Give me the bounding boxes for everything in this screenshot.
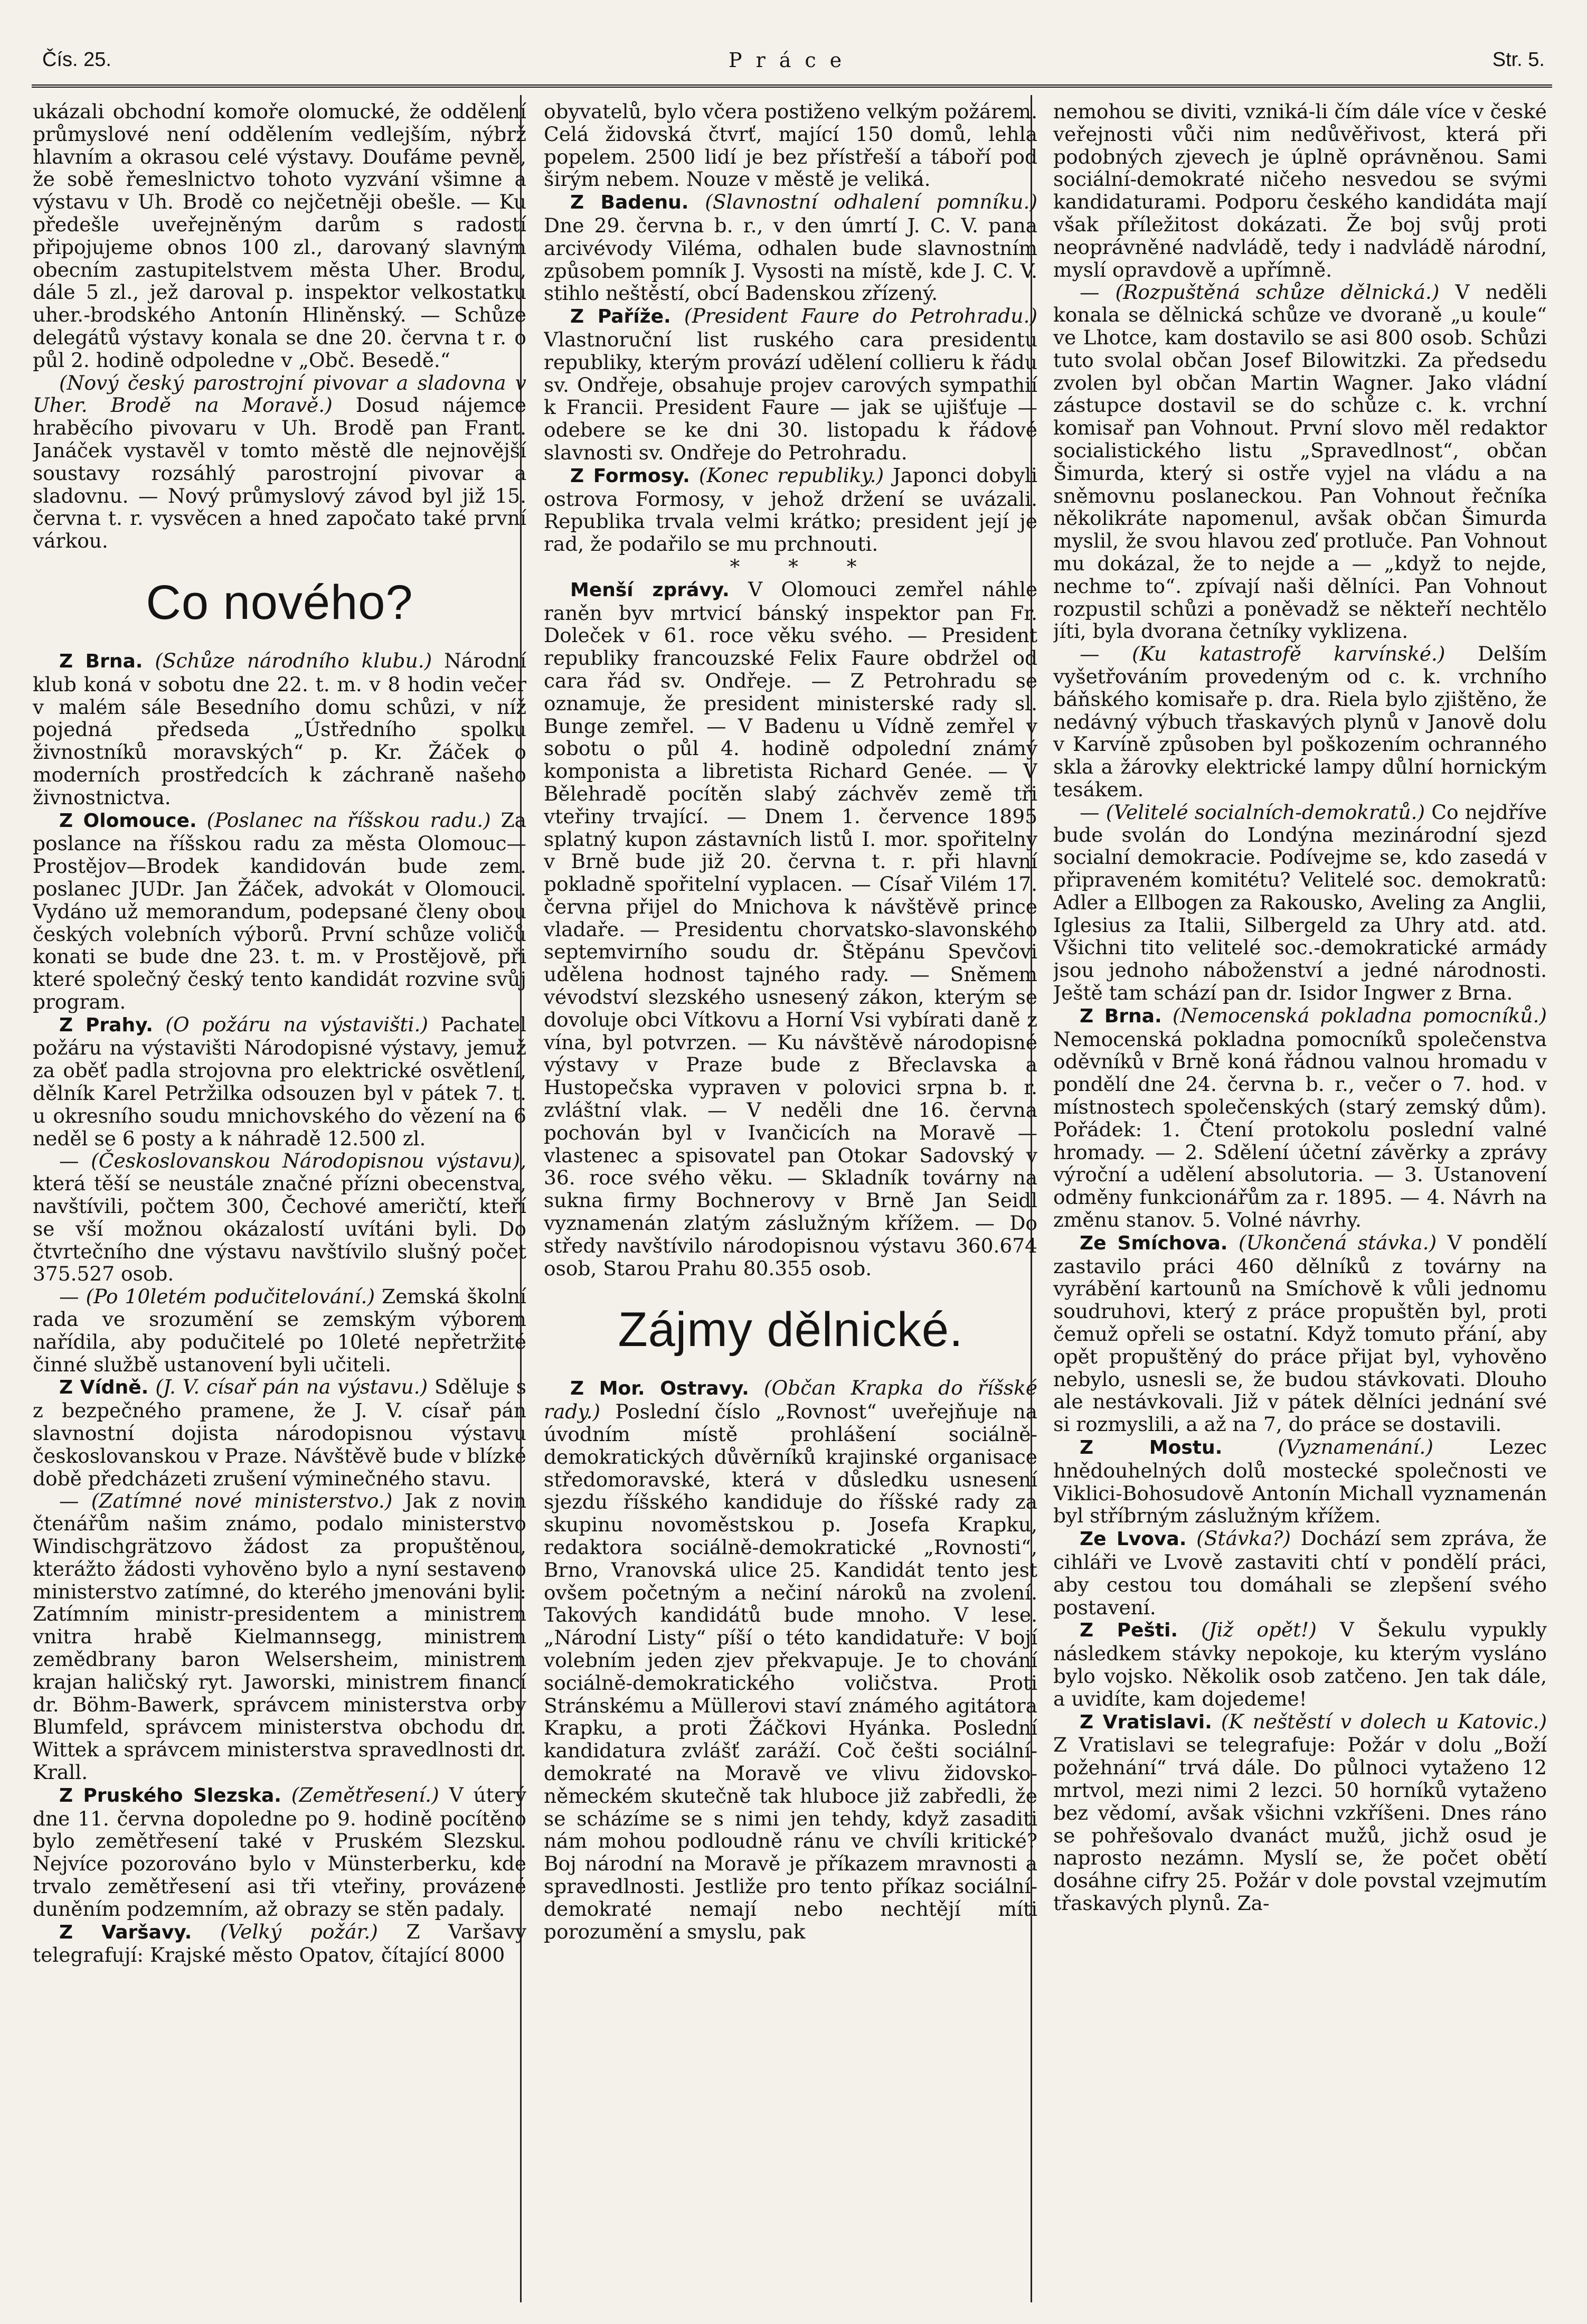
article-title: (Po 10letém podučitelování.)	[86, 1285, 375, 1309]
paragraph: obyvatelů, bylo včera postiženo velkým požárem. Celá židovská čtvrť, mající 150 domů, lehla popelem. 2500 lidí je bez přístřeší a táboří pod širým nebem. Nouze v městě je veliká.	[544, 100, 1037, 191]
article	[1053, 1527, 1547, 1619]
newspaper-title: Práce	[729, 49, 856, 72]
article	[33, 1376, 526, 1490]
article-lead: Z Brna.	[1080, 1005, 1162, 1027]
article-text: V neděli konala se dělnická schůze ve dvoraně „u koule“ ve Lhotce, kam dostavilo se asi 800 osob. Schůzi tuto svolal občan Josef Bilowitzki. Za předsedu zvolen byl občan Martin Wagner. Jako vládní zástupce dostavil se do schůze c. k. vrchní komisař pan Vohnout. První slovo měl redaktor socialistického listu „Spravedlnost“, občan Šimurda, který si ostře vyjel na vládu a na sněmovnu poslaneckou. Pan Vohnout řečníka několikráte napomenul, avšak občan Šimurda myslil, že svou hlavou zeď protluče. Pan Vohnout mu dokázal, že to nejde a — „když to nejde, nechme to“. zpívají naši dělníci. Pan Vohnout rozpustil schůzi a poněvadž se někteří nechtělo jíti, byla dvorana četníky vyklizena.	[1053, 280, 1547, 643]
section-heading-labor: Zájmy dělnické.	[618, 1303, 963, 1357]
article-lead: Z Paříže.	[570, 306, 671, 328]
article-title: (Schůze národního klubu.)	[155, 648, 432, 672]
article-text: Z Vratislavi se telegrafuje: Požár v dolu „Boží požehnání“ trvá dále. Do půlnoci vytaženo 12 mrtvol, mezi nimi 2 lezci. 50 horníků vytaženo bez vědomí, avšak všichni vzkříšeni. Dnes ráno se pohřešovalo dvanáct mužů, jichž osud je naprosto nezámn. Myslí se, že počet obětí dosáhne cifry 25. Požár v dole povstal vzejmutím třaskavých plynů. Za-	[1053, 1733, 1547, 1915]
article-text: V úterý dne 11. června dopoledne po 9. hodině pocítěno bylo zemětřesení také v Pruském Slezsku. Nejvíce pozorováno bylo v Münsterberku, kde trvalo zemětřesení asi tři vteřiny, provázené duněním podzemním, až obrazy se stěn padaly.	[33, 1783, 526, 1921]
header-rule	[32, 84, 1552, 88]
article-lead: Z Formosy.	[570, 465, 690, 487]
column-3	[1053, 100, 1547, 2302]
article-text: Lezec hnědouhelných dolů mostecké společnosti ve Viklici-Bohosudově Antonín Michall vyznamenán byl stříbrným záslužným křížem.	[1053, 1435, 1547, 1528]
article: — (Rozpuštěná schůze dělnická.) V neděli konala se dělnická schůze ve dvoraně „u koule“ ve Lhotce, kam dostavilo se asi 800 osob. Schůzi tuto svolal občan Josef Bilowitzki. Za předsedu zvolen byl občan Martin Wagner. Jako vládní zástupce dostavil se do schůze c. k. vrchní komisař pan Vohnout. První slovo měl redaktor socialistického listu „Spravedlnost“, občan Šimurda, který si ostře vyjel na vládu a na sněmovnu poslaneckou. Pan Vohnout řečníka několikráte napomenul, avšak občan Šimurda myslil, že svou hlavou zeď protluče. Pan Vohnout mu dokázal, že to nejde a — „když to nejde, nechme to“. zpívají naši dělníci. Pan Vohnout rozpustil schůzi a poněvadž se někteří nechtělo jíti, byla dvorana četníky vyklizena.	[1053, 280, 1547, 643]
article	[1053, 1619, 1547, 1710]
article: — (Velitelé socialních-demokratů.) Co nejdříve bude svolán do Londýna mezinárodní sjezd socialní demokracie. Podívejme se, kdo zasedá v připraveném komitétu? Velitelé soc. demokratů: Adler a Ellbogen za Rakousko, Aveling za Anglii, Iglesius za Italii, Silbergeld za Uhry atd. atd. Všichni tito velitelé soc.-demokratické armády jsou jednoho náboženství a jedné národnosti. Ještě tam schází pan dr. Isidor Ingwer z Brna.	[1053, 800, 1547, 1005]
article: — (Po 10letém podučitelování.) Zemská školní rada ve srozumění se zemským výborem nařídila, aby podučitelé po 10leté nepřetržité činné službě ustanovení byli učiteli.	[33, 1285, 526, 1376]
article-text: Za poslance na říšskou radu za města Olomouc—Prostějov—Brodek kandidován bude zem. poslanec JUDr. Jan Žáček, advokát v Olomouci. Vydáno už memorandum, podepsané členy obou českých volebních výborů. První schůze voličů konati se bude dne 23. t. m. v Prostějově, při které společný český tento kandidát rozvine svůj program.	[33, 808, 526, 1013]
article-title: (Slavnostní odhalení pomníku.)	[705, 190, 1037, 214]
article-title: (K neštěstí v dolech u Katovic.)	[1221, 1709, 1547, 1733]
article: — (Ku katastrofě karvínské.) Delším vyšetřováním provedeným od c. k. vrchního báňského komisaře p. dra. Riela bylo zjištěno, že nedávný výbuch třaskavých plynů v Janově dolu v Karvíně způsoben byl poškozením ochranného skla a žárovky elektrické lampy důlní hornickým tesákem.	[1053, 642, 1547, 801]
article: — (Zatímné nové ministerstvo.) Jak z novin čtenářům našim známo, podalo ministerstvo Windischgrätzovo žádost za propuštěnou, kterážto žádosti vyhověno bylo a nyní sestaveno ministerstvo zatímné, do kterého jmenováni byli: Zatímním ministr-presidentem a ministrem vnitra hrabě Kielmannsegg, ministrem zemědbrany baron Welsersheim, ministrem krajan haličský ryt. Jaworski, ministrem financí dr. Böhm-Bawerk, správcem ministerstva orby Blumfeld, správcem ministerstva obchodu dr. Wittek a správcem ministerstva spravedlnosti dr. Krall.	[33, 1489, 526, 1784]
article-title: (Stávka?)	[1196, 1527, 1291, 1550]
article	[1053, 1231, 1547, 1436]
article-title: (Českoslovanskou Národopisnou výstavu),	[91, 1149, 526, 1173]
article-title: (Ku katastrofě karvínské.)	[1132, 642, 1446, 666]
article-title: (Občan Krapka do říšské rady.)	[544, 1376, 1037, 1424]
article-text: Jak z novin čtenářům našim známo, podalo ministerstvo Windischgrätzovo žádost za propuštěnou, kterážto žádosti vyhověno bylo a nyní sestaveno ministerstvo zatímné, do kterého jmenováni byli: Zatímním ministr-presidentem a ministrem vnitra hrabě Kielmannsegg, ministrem zemědbrany baron Welsersheim, ministrem krajan haličský ryt. Jaworski, ministrem financí dr. Böhm-Bawerk, správcem ministerstva orby Blumfeld, správcem ministerstva obchodu dr. Wittek a správcem ministerstva spravedlnosti dr. Krall.	[33, 1489, 526, 1784]
article	[1053, 1004, 1547, 1231]
article-title: (Zemětřesení.)	[291, 1783, 439, 1806]
article-text: Dne 29. června b. r., v den úmrtí J. C. V. pana arcivévody Viléma, odhalen bude slavnostním způsobem pomník J. Vysosti na místě, kde J. C. V. stihlo neštěstí, obcí Badenskou zřízený.	[544, 213, 1037, 305]
article-text: Japonci dobyli ostrova Formosy, v jehož držení se uvázali. Republika trvala velmi krátko; president její je rad, že podařilo se mu prchnouti.	[544, 463, 1037, 556]
article-lead: Ze Smíchova.	[1080, 1232, 1228, 1254]
article-title: (Ukončená stávka.)	[1238, 1230, 1437, 1254]
article	[1053, 1436, 1547, 1527]
article-lead: Z Brna.	[59, 650, 143, 672]
article-title: (Rozpuštěná schůze dělnická.)	[1115, 280, 1440, 304]
article-title: (Vyznamenání.)	[1278, 1435, 1433, 1459]
article	[1053, 1710, 1547, 1915]
article-lead: Z Pruského Slezska.	[59, 1784, 281, 1806]
article-title: (O požáru na výstavišti.)	[165, 1012, 428, 1036]
article-lead: Z Mostu.	[1080, 1437, 1223, 1459]
article-lead: Z Badenu.	[570, 192, 689, 214]
separator-stars: * * *	[730, 554, 878, 578]
page-number: Str. 5.	[1492, 49, 1545, 71]
article-text: která těší se neustále značné přízni obecenstva, navštívili, počtem 300, Čechové američtí, kteří se vší možnou okázalostí uvítáni byli. Do čtvrtečního dne výstavu navštívilo slušný počet 375.527 osob.	[33, 1172, 526, 1286]
issue-number: Čís. 25.	[42, 49, 111, 71]
article-title: (Nemocenská pokladna pomocníků.)	[1172, 1003, 1547, 1027]
article-lead: Z Vratislavi.	[1080, 1711, 1212, 1733]
article-text: Pachatel požáru na výstavišti Národopisné výstavy, jemuž za oběť padla strojovna pro elektrické osvětlení, dělník Karel Petržilka odsouzen byl v pátek 7. t. u okresního soudu mnichovského do vězení na 6 neděl se 6 posty a k náhradě 12.500 zl.	[33, 1012, 526, 1150]
article-title: (Poslanec na říšskou radu.)	[206, 808, 491, 832]
article-lead: Menší zprávy.	[570, 579, 730, 601]
article-title: (President Faure do Petrohradu.)	[684, 304, 1037, 328]
article-text: V pondělí zastavilo práci 460 dělníků z továrny na vyrábění kartounů na Smíchově k vůli jednomu soudruhovi, který z práce propuštěn byl, proti čemuž opřeli se ostatní. Když tomuto přání, aby opět propuštěný do práce přijat byl, vyhověno nebylo, usnesli se, že budou stávkovati. Dlouho ale nestávkovali. Již v pátek dělníci jednání své si rozmyslili, a až na 7, do práce se dostavili.	[1053, 1230, 1547, 1436]
column-1	[33, 100, 526, 2302]
article-title: (J. V. císař pán na výstavu.)	[155, 1375, 428, 1399]
article-text: Sděluje s z bezpečného pramene, že J. V. císař pán slavnostní dojista národopisnou výstavu českoslovanskou v Praze. Návštěvě bude v blízké době předcházeti zrušení výminečného stavu.	[33, 1375, 526, 1490]
article	[544, 578, 1037, 1280]
article-text: Zemská školní rada ve srozumění se zemským výborem nařídila, aby podučitelé po 10leté nepřetržité činné službě ustanovení byli učiteli.	[33, 1285, 526, 1376]
article-title: (Již opět!)	[1201, 1618, 1317, 1642]
article	[33, 1784, 526, 1921]
article-lead: Z Prahy.	[59, 1014, 153, 1036]
article	[544, 191, 1037, 305]
page-header	[42, 49, 1545, 86]
article-text: Nemocenská pokladna pomocníků společenstva oděvníků v Brně koná řádnou valnou hromadu v pondělí dne 24. června b. r., večer o 7. hod. v místnostech společenských (starý zemský dům). Pořádek: 1. Čtení protokolu poslední valné hromady. — 2. Sdělení účetní závěrky a zprávy výroční a udělení absolutoria. — 3. Ustanovení odměny funkcionářům za r. 1895. — 4. Návrh na změnu stanov. 5. Volné návrhy.	[1053, 1027, 1547, 1232]
article	[544, 1377, 1037, 1943]
article-text: V Šekulu vypukly následkem stávky nepokoje, ku kterým vysláno bylo vojsko. Několik osob zatčeno. Jen tak dále, a uvidíte, kam dojedeme!	[1053, 1618, 1547, 1710]
article-title: (Zatímné nové ministerstvo.)	[91, 1489, 393, 1513]
article-text: Z Varšavy telegrafují: Krajské město Opatov, čítající 8000	[33, 1920, 526, 1967]
article-text: Vlastnoruční list ruského cara presidentu republiky, kterým provází udělení collieru k řádu sv. Ondřeje, obsahuje projev carových sympathií k Francii. President Faure — jak se ujišťuje — odebere se ke dni 30. listopadu k řádové slavnosti sv. Ondřeje do Petrohradu.	[544, 327, 1037, 464]
article-lead: Z Mor. Ostravy.	[570, 1378, 749, 1400]
paragraph: ukázali obchodní komoře olomucké, že oddělení průmyslové není oddělením vedlejším, nýbrž hlavním a okrasou celé výstavy. Doufáme pevně, že sobě řemeslnictvo tohoto vyzvání všimne a výstavu v Uh. Brodě co nejčetněji obešle. — Ku předešle uveřejněným darům s radostí připojujeme obnos 100 zl., darovaný slavným obecním zastupitelstvem města Uher. Brodu, dále 5 zl., jež daroval p. inspektor velkostatku uher.-brodského Antonín Hliněnský. — Schůze delegátů výstavy konala se dne 20. června t r. o půl 2. hodině odpoledne v „Obč. Besedě.“	[33, 100, 526, 372]
article	[33, 1013, 526, 1150]
article-text: Dosud nájemce hraběcího pivovaru v Uh. Brodě pan Frant. Janáček vystavěl v tomto městě dle nejnovější soustavy rozsáhlý parostrojní pivovar a sladovnu. — Nový průmyslový závod byl již 15. června t. r. vysvěcen a hned započato také první várkou.	[33, 393, 526, 553]
article: — (Českoslovanskou Národopisnou výstavu), která těší se neustále značné přízni obecenstva, navštívili, počtem 300, Čechové američtí, kteří se vší možnou okázalostí uvítáni byli. Do čtvrtečního dne výstavu navštívilo slušný počet 375.527 osob.	[33, 1149, 526, 1286]
article-text: Národní klub koná v sobotu dne 22. t. m. v 8 hodin večer v malém sále Besedního domu schůzi, v níž pojedná předseda „Ústředního spolku živnostníků moravských“ p. Kr. Žáček o moderních prostředcích k záchraně našeho živnostnictva.	[33, 648, 526, 809]
article	[33, 1921, 526, 1967]
article-text: Delším vyšetřováním provedeným od c. k. vrchního báňského komisaře p. dra. Riela bylo zjištěno, že nedávný výbuch třaskavých plynů v Janově dolu v Karvíně způsoben byl poškozením ochranného skla a žárovky elektrické lampy důlní hornickým tesákem.	[1053, 642, 1547, 801]
article-lead: Z Vídně.	[59, 1377, 149, 1399]
article-title: (Velký požár.)	[220, 1920, 378, 1943]
article-text: Poslední číslo „Rovnost“ uveřejňuje na úvodním místě prohlášení sociálně-demokratických důvěrníků krajinské organisace středomoravské, která v důsledku usnesení sjezdu říšského kandiduje do říšské rady za skupinu novoměstskou p. Josefa Krapku, redaktora sociálně-demokratické „Rovnosti“, Brno, Vranovská ulice 25. Kandidát tento jest ovšem početným a nečiní nároků na zvolení. Takových kandidátů bude mnoho. V lese. „Národní Listy“ píší o této kandidatuře: V bojí volebním jeden zjev překvapuje. Je to chování sociálně-demokratického voličstva. Proti Stránskému a Müllerovi staví známého agitátora Krapku, a proti Žáčkovi Hyánka. Poslední kandidatura zvlášť zaráží. Coč češti sociální-demokraté na Moravě ve vlivu židovsko-německém skutečně tak hluboce již zabředli, že se scházíme se s nimi jen tehdy, když zasaditi nám mohou podloudně ránu ve chvíli kritické? Boj národní na Moravě je příkazem mravnosti a spravedlnosti. Jestliže pro tento příkaz sociální-demokraté nemají nebo nechtějí míti porozumění a smyslu, pak	[544, 1400, 1037, 1943]
article-text: V Olomouci zemřel náhle raněn byv mrtvicí bánský inspektor pan Fr. Doleček v 61. roce věku svého. — President republiky francouzské Felix Faure obdržel od cara řád sv. Ondřeje. — Z Petrohradu se oznamuje, že president ministerské rady sl. Bunge zemřel. — V Badenu u Vídně zemřel v sobotu o půl 4. hodině odpolední známý komponista a libretista Richard Genée. — V Bělehradě pocítěn slabý záchvěv země tři vteřiny trvající. — Dnem 1. července 1895 splatný kupon zástavních listů I. mor. spořitelny v Brně bude již 20. června t. r. při hlavní pokladně spořitelní vyplacen. — Císař Vilém 17. června přijel do Mnichova k návštěvě prince vladaře. — Presidentu chorvatsko-slavonského septemvirního soudu dr. Štěpánu Spevčovi udělena hodnost tajného rady. — Sněmem vévodství slezského usnesený zákon, kterým se dovoluje obci Vítkovu a Horní Vsi vybírati daně z vína, byl potvrzen. — Ku návštěvě národopisné výstavy v Praze bude z Břeclavska a Hustopečska vypraven v polovici srpna b. r. zvláštní vlak. — V neděli dne 16. června pochován byl v Ivančicích na Moravě — vlastenec a spisovatel pan Otokar Sadovský v 36. roce svého věku. — Skladník továrny na sukna firmy Bochnerovy v Brně Jan Seidl vyznamenán zlatým záslužným křížem. — Do středy navštívilo národopisnou výstavu 360.674 osob, Starou Prahu 80.355 osob.	[544, 577, 1037, 1280]
article-lead: Z Olomouce.	[59, 810, 197, 832]
article-lead: Z Varšavy.	[59, 1921, 192, 1943]
article	[544, 464, 1037, 556]
article	[544, 305, 1037, 464]
article	[33, 650, 526, 809]
article-lead: Ze Lvova.	[1080, 1528, 1187, 1550]
article-title: (Velitelé socialních-demokratů.)	[1106, 800, 1425, 824]
article	[33, 372, 526, 552]
column-2	[544, 100, 1037, 2302]
article-title: (Nový český parostrojní pivovar a sladovna v Uher. Brodě na Moravě.)	[33, 371, 526, 417]
article-text: Co nejdříve bude svolán do Londýna mezinárodní sjezd socialní demokracie. Podívejme se, kdo zasedá v připraveném komitétu? Velitelé soc. demokratů: Adler a Ellbogen za Rakousko, Aveling za Anglii, Iglesius za Italii, Silbergeld za Uhry atd. atd. Všichni tito velitelé soc.-demokratické armády jsou jednoho náboženství a jedné národnosti. Ještě tam schází pan dr. Isidor Ingwer z Brna.	[1053, 800, 1547, 1005]
paragraph: nemohou se diviti, vzniká-li čím dále více v české veřejnosti vůči nim nedůvěřivost, která při podobných zjevech je úplně oprávněnou. Sami sociální-demokraté ničeho nesvedou se svými kandidaturami. Podporu českého kandidáta mají však příležitost dokázati. Že boj svůj proti neoprávněné nadvládě, tedy i nadvládě národní, myslí opravdově a upřímně.	[1053, 100, 1547, 281]
article-text: Dochází sem zpráva, že cihláři ve Lvově zastaviti chtí v pondělí práci, aby cestou tou domáhali se zlepšení svého postavení.	[1053, 1527, 1547, 1619]
article-title: (Konec republiky.)	[698, 463, 884, 487]
article-lead: Z Pešti.	[1080, 1620, 1178, 1642]
section-heading-news: Co nového?	[146, 575, 413, 629]
article	[33, 809, 526, 1013]
